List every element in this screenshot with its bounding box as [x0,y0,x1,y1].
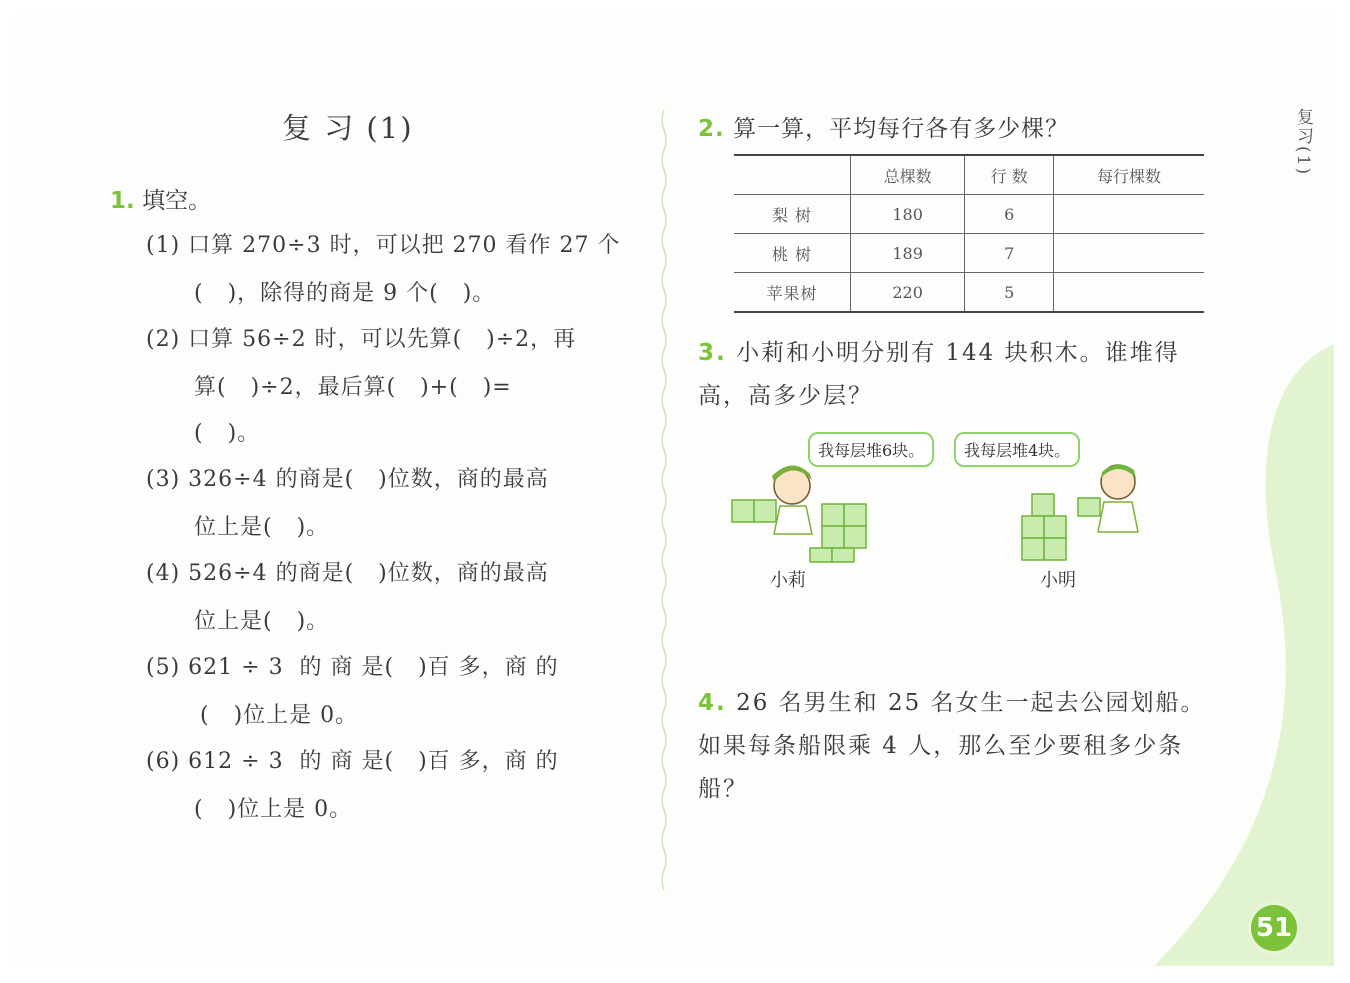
q1-line: (6) 612 ÷ 3 的 商 是( )百 多，商 的 [146,749,559,774]
table-header-cell: 行 数 [965,155,1054,195]
table-header-row [734,155,1204,195]
table-cell: 梨 树 [734,195,851,234]
boy-figure [1098,464,1138,532]
question-prompt: 算一算，平均每行各有多少棵？ [733,116,1070,142]
girl-figure [772,465,812,534]
question-number: 4. [698,690,727,716]
table-cell: 5 [965,273,1054,313]
q1-line: 算( )÷2，最后算( )+( )= [194,375,512,400]
answer-cell[interactable] [1054,195,1204,234]
question-1-header [110,182,211,215]
table-cell: 6 [965,195,1054,234]
q1-line: (5) 621 ÷ 3 的 商 是( )百 多，商 的 [146,655,559,680]
question-2-header [698,110,1069,143]
question-number: 1. [110,188,135,214]
q1-line: (1) 口算 270÷3 时，可以把 270 看作 27 个 [146,233,621,258]
blocks-illustration [726,454,1176,564]
q1-line: (3) 326÷4 的商是( )位数，商的最高 [146,467,549,492]
q1-line: ( )位上是 0。 [194,797,353,822]
table-cell: 苹果树 [734,273,851,313]
question-3 [698,332,1218,418]
table-cell: 180 [851,195,965,234]
q1-line: 位上是( )。 [194,515,330,540]
girl-name-label: 小莉 [770,570,806,591]
q1-line: (4) 526÷4 的商是( )位数，商的最高 [146,561,549,586]
table-cell: 7 [965,234,1054,273]
boy-speech-bubble: 我每层堆4块。 [954,432,1080,467]
page-title: 复 习 (1) [282,111,414,145]
question-4 [698,682,1218,811]
q1-line: ( )位上是 0。 [200,703,359,728]
table-header-cell: 总棵数 [851,155,965,195]
table-cell: 桃 树 [734,234,851,273]
page-number-badge: 51 [1248,902,1300,954]
q1-line: ( )，除得的商是 9 个( )。 [194,281,496,306]
table-row [734,195,1204,234]
q1-line: (2) 口算 56÷2 时，可以先算( )÷2，再 [146,327,577,352]
page-divider [660,110,668,890]
table-header-cell: 每行棵数 [1054,155,1204,195]
answer-cell[interactable] [1054,273,1204,313]
q1-line: 位上是( )。 [194,609,330,634]
question-number: 2. [698,116,725,142]
table-header-cell [734,155,851,195]
q1-line: ( )。 [194,421,261,446]
table-cell: 189 [851,234,965,273]
answer-cell[interactable] [1054,234,1204,273]
boy-name-label: 小明 [1040,570,1076,591]
trees-table [734,154,1204,313]
question-text: 26 名男生和 25 名女生一起去公园划船。如果每条船限乘 4 人，那么至少要租多少条船？ [698,690,1206,802]
workbook-page [14,14,1334,966]
girl-speech-bubble: 我每层堆6块。 [808,432,934,467]
question-prompt: 填空。 [142,188,212,214]
table-row [734,234,1204,273]
side-section-label: 复习(1) [1293,108,1313,177]
question-number: 3. [698,340,727,366]
table-cell: 220 [851,273,965,313]
table-row [734,273,1204,313]
question-text: 小莉和小明分别有 144 块积木。谁堆得高，高多少层？ [698,340,1180,409]
